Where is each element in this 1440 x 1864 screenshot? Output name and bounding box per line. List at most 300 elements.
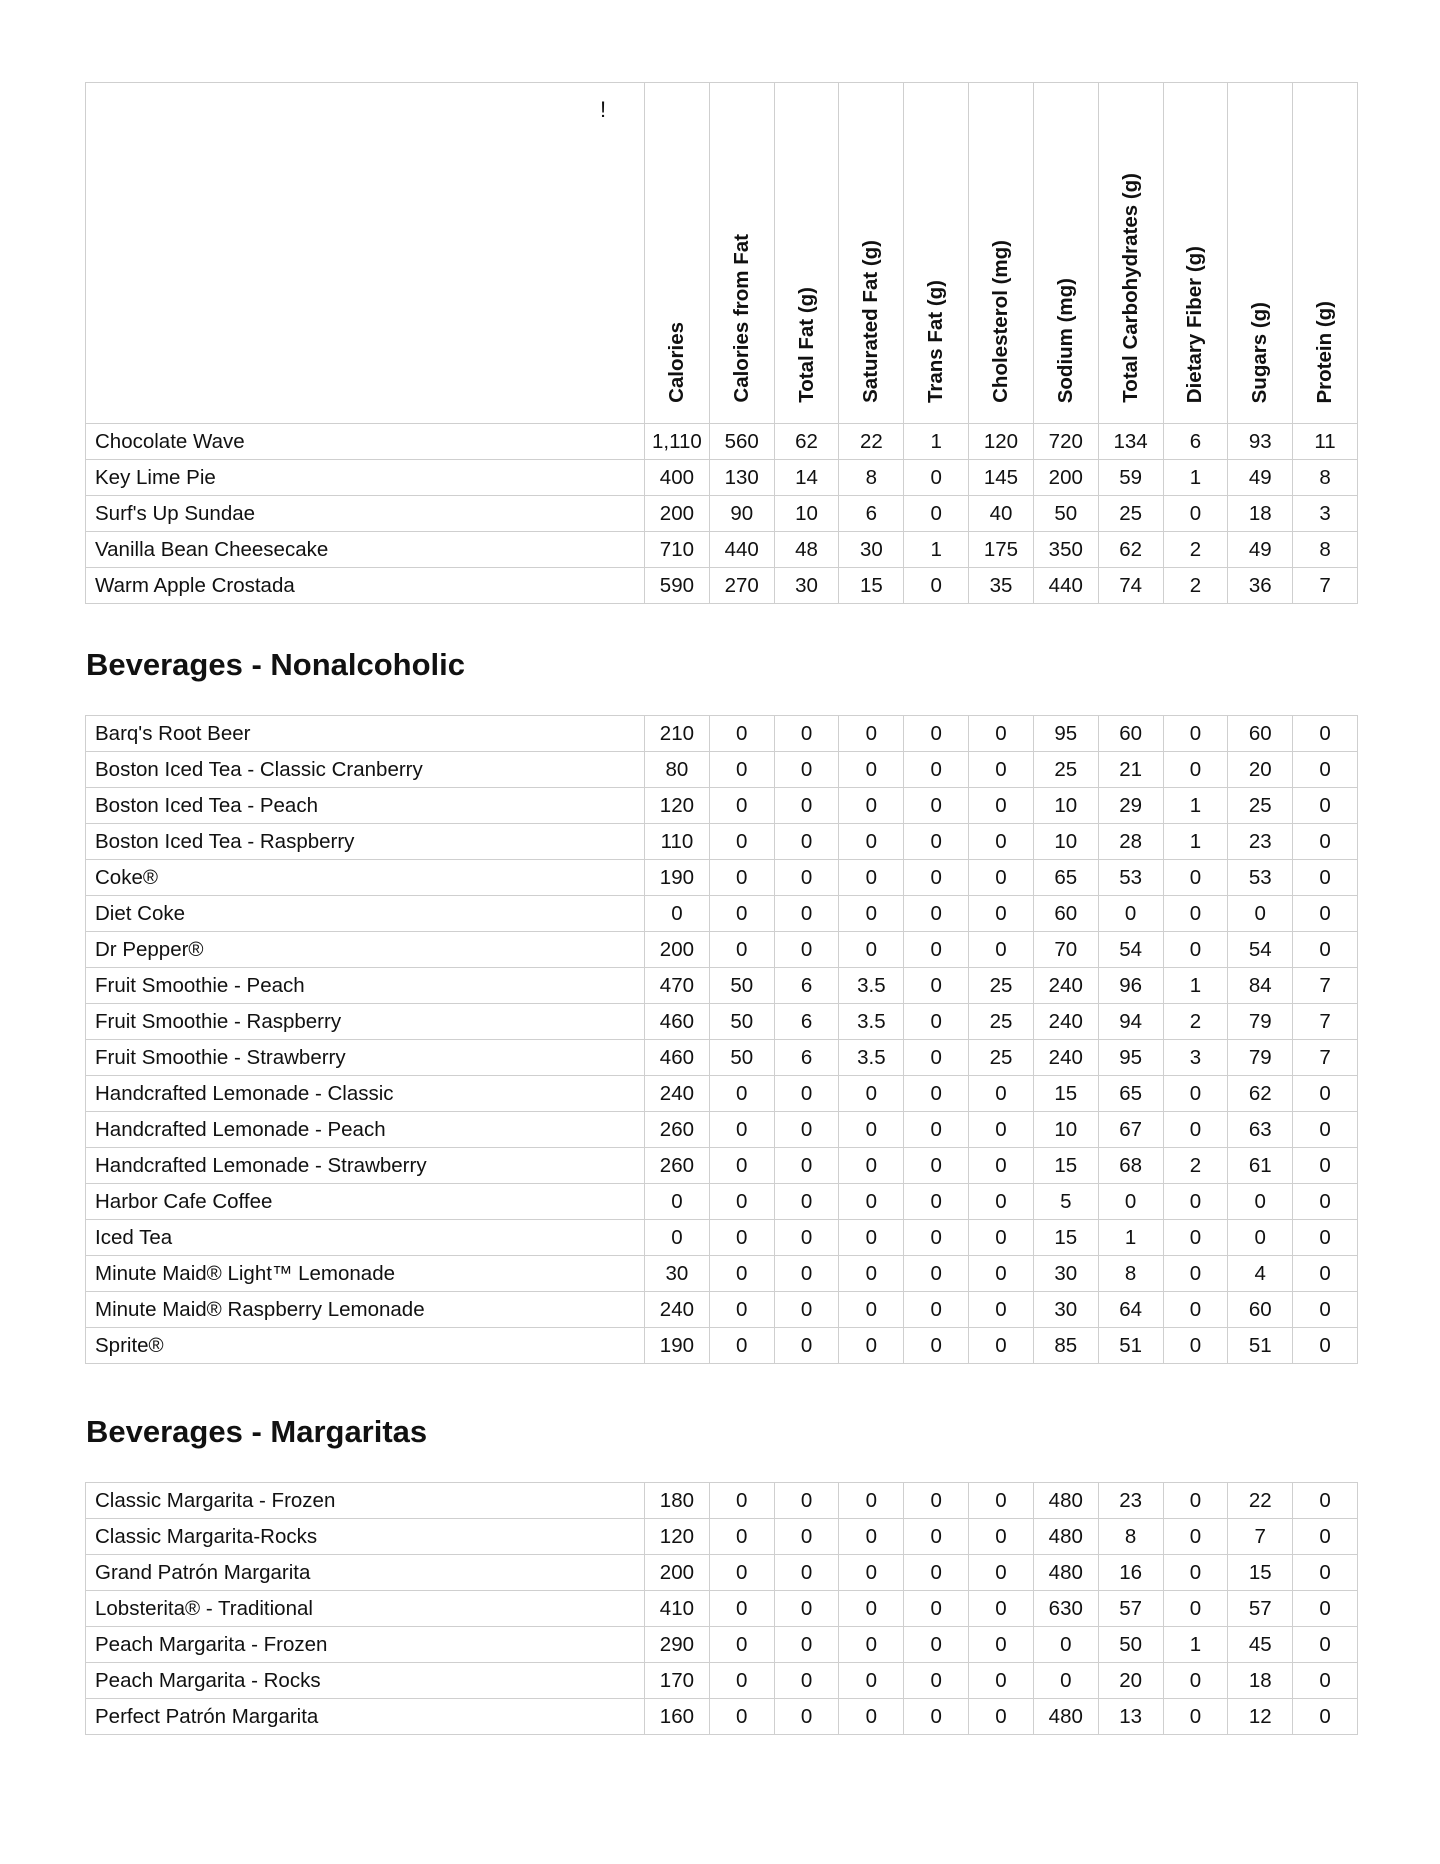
nutrient-value: 0 [774, 1555, 839, 1591]
nutrient-value: 49 [1228, 460, 1293, 496]
nutrient-value: 85 [1033, 1328, 1098, 1364]
table-row [86, 860, 1358, 896]
nutrient-value: 0 [839, 896, 904, 932]
col-sodium: Sodium (mg) [1033, 83, 1098, 424]
nutrient-value: 170 [645, 1663, 710, 1699]
nutrient-value: 65 [1033, 860, 1098, 896]
nutrient-value: 0 [969, 1184, 1034, 1220]
nutrient-value: 0 [774, 1519, 839, 1555]
nutrient-value: 12 [1228, 1699, 1293, 1735]
nutrient-value: 30 [1033, 1256, 1098, 1292]
nutrient-value: 0 [904, 1148, 969, 1184]
nutrient-value: 0 [839, 1328, 904, 1364]
table-body [86, 1483, 1358, 1735]
item-name: Coke® [86, 860, 645, 896]
nutrient-value: 8 [1098, 1519, 1163, 1555]
nutrient-value: 0 [774, 932, 839, 968]
nutrient-value: 1 [904, 532, 969, 568]
nutrient-value: 6 [774, 1004, 839, 1040]
nutrient-value: 0 [839, 1555, 904, 1591]
nutrient-value: 0 [1163, 860, 1228, 896]
nutrient-value: 1 [1163, 1627, 1228, 1663]
nutrient-value: 0 [774, 1627, 839, 1663]
nutrient-value: 0 [839, 1483, 904, 1519]
nutrient-value: 0 [709, 932, 774, 968]
nutrient-value: 210 [645, 716, 710, 752]
item-name: Vanilla Bean Cheesecake [86, 532, 645, 568]
nutrient-value: 0 [839, 716, 904, 752]
table-row [86, 1555, 1358, 1591]
nutrient-value: 0 [645, 1220, 710, 1256]
nutrient-value: 0 [709, 1148, 774, 1184]
nutrient-value: 0 [1163, 752, 1228, 788]
item-name: Key Lime Pie [86, 460, 645, 496]
table-row [86, 716, 1358, 752]
nutrient-value: 0 [1163, 896, 1228, 932]
table-row [86, 1220, 1358, 1256]
nutrient-value: 120 [645, 1519, 710, 1555]
item-name: Lobsterita® - Traditional [86, 1591, 645, 1627]
nutrient-value: 0 [1163, 1483, 1228, 1519]
nutrient-value: 0 [1293, 860, 1358, 896]
nutrient-value: 25 [969, 968, 1034, 1004]
nutrient-value: 94 [1098, 1004, 1163, 1040]
nutrient-value: 0 [1293, 1076, 1358, 1112]
nutrient-value: 110 [645, 824, 710, 860]
nutrient-value: 51 [1228, 1328, 1293, 1364]
nutrition-table-nonalcoholic [85, 715, 1358, 1364]
nutrient-value: 3.5 [839, 1004, 904, 1040]
nutrient-value: 7 [1228, 1519, 1293, 1555]
nutrient-value: 0 [1163, 1220, 1228, 1256]
nutrient-value: 0 [969, 1220, 1034, 1256]
header-mark: ! [600, 97, 607, 122]
nutrient-value: 0 [839, 1663, 904, 1699]
nutrient-value: 0 [709, 896, 774, 932]
nutrient-value: 63 [1228, 1112, 1293, 1148]
item-name: Fruit Smoothie - Strawberry [86, 1040, 645, 1076]
nutrient-value: 62 [1098, 532, 1163, 568]
nutrient-value: 20 [1098, 1663, 1163, 1699]
item-name: Chocolate Wave [86, 424, 645, 460]
nutrient-value: 0 [969, 1256, 1034, 1292]
nutrient-value: 51 [1098, 1328, 1163, 1364]
nutrient-value: 0 [709, 824, 774, 860]
nutrient-value: 350 [1033, 532, 1098, 568]
nutrient-value: 1 [904, 424, 969, 460]
nutrient-value: 15 [1033, 1148, 1098, 1184]
col-saturated-fat: Saturated Fat (g) [839, 83, 904, 424]
nutrient-value: 18 [1228, 1663, 1293, 1699]
table-row [86, 568, 1358, 604]
nutrient-value: 62 [1228, 1076, 1293, 1112]
nutrient-value: 0 [969, 1699, 1034, 1735]
nutrient-value: 0 [1293, 1483, 1358, 1519]
nutrient-value: 460 [645, 1040, 710, 1076]
nutrient-value: 720 [1033, 424, 1098, 460]
table-body [86, 424, 1358, 604]
nutrient-value: 0 [774, 1699, 839, 1735]
nutrient-value: 0 [774, 1112, 839, 1148]
nutrient-value: 15 [1228, 1555, 1293, 1591]
nutrient-value: 0 [709, 1292, 774, 1328]
item-name: Perfect Patrón Margarita [86, 1699, 645, 1735]
nutrient-value: 1 [1163, 968, 1228, 1004]
nutrient-value: 1 [1163, 824, 1228, 860]
item-name: Harbor Cafe Coffee [86, 1184, 645, 1220]
nutrient-value: 0 [904, 716, 969, 752]
nutrient-value: 0 [1293, 824, 1358, 860]
nutrient-value: 0 [774, 1256, 839, 1292]
nutrient-value: 60 [1098, 716, 1163, 752]
nutrient-value: 15 [1033, 1076, 1098, 1112]
nutrient-value: 0 [709, 1555, 774, 1591]
nutrient-value: 0 [904, 1040, 969, 1076]
item-name: Boston Iced Tea - Classic Cranberry [86, 752, 645, 788]
nutrient-value: 0 [1163, 1184, 1228, 1220]
nutrient-value: 74 [1098, 568, 1163, 604]
nutrient-value: 8 [1293, 532, 1358, 568]
nutrient-value: 23 [1098, 1483, 1163, 1519]
nutrient-value: 0 [1098, 896, 1163, 932]
nutrient-value: 0 [839, 1627, 904, 1663]
nutrient-value: 60 [1228, 1292, 1293, 1328]
nutrient-value: 0 [774, 716, 839, 752]
nutrient-value: 0 [904, 1292, 969, 1328]
nutrient-value: 0 [969, 1076, 1034, 1112]
nutrient-value: 0 [839, 1112, 904, 1148]
nutrient-value: 710 [645, 532, 710, 568]
nonalcoholic-block [85, 715, 1358, 1364]
nutrient-value: 0 [904, 896, 969, 932]
nutrient-value: 60 [1033, 896, 1098, 932]
table-row [86, 968, 1358, 1004]
nutrient-value: 0 [1293, 1292, 1358, 1328]
nutrient-value: 190 [645, 1328, 710, 1364]
nutrient-value: 0 [904, 968, 969, 1004]
nutrient-value: 1 [1163, 460, 1228, 496]
nutrient-value: 0 [904, 788, 969, 824]
nutrient-value: 93 [1228, 424, 1293, 460]
nutrient-value: 2 [1163, 532, 1228, 568]
nutrient-value: 4 [1228, 1256, 1293, 1292]
nutrient-value: 0 [709, 1699, 774, 1735]
nutrient-value: 0 [839, 1148, 904, 1184]
nutrient-value: 0 [1293, 1555, 1358, 1591]
nutrient-value: 440 [709, 532, 774, 568]
nutrient-value: 0 [1293, 1148, 1358, 1184]
nutrient-value: 0 [904, 1483, 969, 1519]
nutrient-value: 460 [645, 1004, 710, 1040]
nutrient-value: 50 [709, 1004, 774, 1040]
item-name: Sprite® [86, 1328, 645, 1364]
nutrient-value: 23 [1228, 824, 1293, 860]
nutrient-value: 8 [1293, 460, 1358, 496]
nutrient-value: 0 [839, 1292, 904, 1328]
nutrient-value: 18 [1228, 496, 1293, 532]
nutrient-value: 0 [1163, 932, 1228, 968]
nutrient-value: 7 [1293, 968, 1358, 1004]
nutrient-value: 0 [839, 860, 904, 896]
nutrient-value: 3.5 [839, 968, 904, 1004]
nutrient-value: 36 [1228, 568, 1293, 604]
table-row [86, 1591, 1358, 1627]
nutrient-value: 470 [645, 968, 710, 1004]
col-dietary-fiber: Dietary Fiber (g) [1163, 83, 1228, 424]
nutrient-value: 0 [1163, 1328, 1228, 1364]
nutrient-value: 480 [1033, 1699, 1098, 1735]
nutrient-value: 0 [904, 1256, 969, 1292]
nutrient-value: 0 [709, 1256, 774, 1292]
table-row [86, 788, 1358, 824]
nutrient-value: 0 [969, 1555, 1034, 1591]
nutrient-value: 22 [1228, 1483, 1293, 1519]
col-cholesterol: Cholesterol (mg) [969, 83, 1034, 424]
nutrient-value: 25 [969, 1040, 1034, 1076]
nutrient-value: 0 [969, 752, 1034, 788]
nutrient-value: 53 [1228, 860, 1293, 896]
nutrient-value: 240 [645, 1292, 710, 1328]
table-row [86, 932, 1358, 968]
item-name: Peach Margarita - Rocks [86, 1663, 645, 1699]
nutrient-value: 0 [709, 1663, 774, 1699]
nutrient-value: 84 [1228, 968, 1293, 1004]
nutrient-value: 0 [904, 932, 969, 968]
col-protein: Protein (g) [1293, 83, 1358, 424]
nutrient-value: 0 [1293, 1184, 1358, 1220]
nutrient-value: 240 [1033, 968, 1098, 1004]
nutrient-value: 64 [1098, 1292, 1163, 1328]
table-row [86, 1256, 1358, 1292]
item-name: Surf's Up Sundae [86, 496, 645, 532]
nutrient-value: 175 [969, 532, 1034, 568]
nutrient-value: 0 [1293, 752, 1358, 788]
nutrient-value: 200 [645, 1555, 710, 1591]
item-name: Classic Margarita-Rocks [86, 1519, 645, 1555]
item-name: Handcrafted Lemonade - Strawberry [86, 1148, 645, 1184]
nutrient-value: 0 [904, 1663, 969, 1699]
nutrient-value: 0 [1293, 716, 1358, 752]
nutrient-value: 53 [1098, 860, 1163, 896]
nutrient-value: 68 [1098, 1148, 1163, 1184]
nutrient-value: 0 [1293, 932, 1358, 968]
nutrient-value: 30 [1033, 1292, 1098, 1328]
nutrient-value: 630 [1033, 1591, 1098, 1627]
nutrient-value: 21 [1098, 752, 1163, 788]
nutrient-value: 10 [774, 496, 839, 532]
nutrient-value: 0 [969, 1591, 1034, 1627]
nutrient-value: 200 [645, 932, 710, 968]
nutrient-value: 0 [839, 1591, 904, 1627]
nutrient-value: 0 [904, 460, 969, 496]
item-name: Fruit Smoothie - Raspberry [86, 1004, 645, 1040]
nutrient-value: 120 [645, 788, 710, 824]
nutrient-value: 0 [969, 932, 1034, 968]
nutrient-value: 1 [1163, 788, 1228, 824]
table-row [86, 1004, 1358, 1040]
nutrient-value: 13 [1098, 1699, 1163, 1735]
item-name: Minute Maid® Raspberry Lemonade [86, 1292, 645, 1328]
nutrient-value: 240 [645, 1076, 710, 1112]
item-name: Handcrafted Lemonade - Peach [86, 1112, 645, 1148]
nutrient-value: 260 [645, 1112, 710, 1148]
nutrient-value: 0 [774, 1663, 839, 1699]
nutrient-value: 1 [1098, 1220, 1163, 1256]
nutrient-value: 0 [774, 860, 839, 896]
nutrient-value: 7 [1293, 1004, 1358, 1040]
nutrient-value: 95 [1033, 716, 1098, 752]
nutrient-value: 400 [645, 460, 710, 496]
table-row [86, 1184, 1358, 1220]
nutrient-value: 0 [1293, 788, 1358, 824]
nutrient-value: 50 [1098, 1627, 1163, 1663]
nutrient-value: 30 [645, 1256, 710, 1292]
nutrient-value: 0 [774, 1591, 839, 1627]
nutrient-value: 0 [1293, 1328, 1358, 1364]
table-row [86, 1076, 1358, 1112]
nutrient-value: 3 [1293, 496, 1358, 532]
nutrient-value: 0 [1163, 1699, 1228, 1735]
nutrient-value: 10 [1033, 788, 1098, 824]
table-row [86, 1663, 1358, 1699]
nutrient-value: 480 [1033, 1555, 1098, 1591]
nutrient-value: 0 [839, 1076, 904, 1112]
nutrient-value: 54 [1228, 932, 1293, 968]
nutrient-value: 50 [1033, 496, 1098, 532]
nutrient-value: 30 [774, 568, 839, 604]
nutrient-value: 270 [709, 568, 774, 604]
nutrient-value: 0 [969, 716, 1034, 752]
nutrient-value: 200 [645, 496, 710, 532]
margaritas-block [85, 1482, 1358, 1735]
col-calories: Calories [645, 83, 710, 424]
nutrient-value: 62 [774, 424, 839, 460]
nutrient-value: 96 [1098, 968, 1163, 1004]
nutrient-value: 0 [774, 1184, 839, 1220]
nutrient-value: 0 [774, 1292, 839, 1328]
nutrient-value: 2 [1163, 568, 1228, 604]
nutrient-value: 0 [709, 1591, 774, 1627]
item-name: Diet Coke [86, 896, 645, 932]
table-row [86, 1040, 1358, 1076]
nutrient-value: 0 [969, 1483, 1034, 1519]
nutrient-value: 0 [969, 896, 1034, 932]
nutrient-value: 0 [1163, 1292, 1228, 1328]
nutrient-value: 0 [969, 1627, 1034, 1663]
nutrient-value: 48 [774, 532, 839, 568]
table-row [86, 1148, 1358, 1184]
nutrient-value: 59 [1098, 460, 1163, 496]
nutrient-value: 0 [1228, 896, 1293, 932]
nutrient-value: 0 [709, 788, 774, 824]
nutrient-value: 0 [1163, 1555, 1228, 1591]
table-body [86, 716, 1358, 1364]
nutrient-value: 0 [839, 824, 904, 860]
nutrient-value: 0 [1293, 1112, 1358, 1148]
nutrient-value: 0 [774, 1328, 839, 1364]
nutrient-value: 0 [1033, 1663, 1098, 1699]
nutrient-value: 0 [904, 1220, 969, 1256]
nutrient-value: 10 [1033, 1112, 1098, 1148]
nutrient-value: 0 [839, 932, 904, 968]
nutrient-value: 3.5 [839, 1040, 904, 1076]
nutrient-value: 50 [709, 1040, 774, 1076]
item-name: Iced Tea [86, 1220, 645, 1256]
nutrient-value: 29 [1098, 788, 1163, 824]
nutrient-value: 30 [839, 532, 904, 568]
nutrient-value: 0 [709, 716, 774, 752]
table-row [86, 1328, 1358, 1364]
table-row [86, 424, 1358, 460]
table-row [86, 1292, 1358, 1328]
nutrient-value: 80 [645, 752, 710, 788]
nutrient-value: 0 [709, 1076, 774, 1112]
nutrient-value: 6 [774, 1040, 839, 1076]
nutrient-value: 40 [969, 496, 1034, 532]
col-calories-from-fat: Calories from Fat [709, 83, 774, 424]
nutrient-value: 0 [904, 1112, 969, 1148]
nutrient-value: 0 [1293, 1220, 1358, 1256]
nutrient-value: 0 [969, 1112, 1034, 1148]
nutrient-value: 25 [1033, 752, 1098, 788]
nutrient-value: 0 [904, 1184, 969, 1220]
nutrient-value: 480 [1033, 1519, 1098, 1555]
nutrient-value: 3 [1163, 1040, 1228, 1076]
table-row [86, 1519, 1358, 1555]
nutrient-value: 0 [1163, 1112, 1228, 1148]
nutrient-value: 0 [839, 1184, 904, 1220]
nutrient-value: 20 [1228, 752, 1293, 788]
nutrient-value: 2 [1163, 1004, 1228, 1040]
nutrient-value: 0 [1293, 1627, 1358, 1663]
nutrient-value: 0 [969, 824, 1034, 860]
nutrient-value: 6 [839, 496, 904, 532]
nutrient-value: 25 [1098, 496, 1163, 532]
nutrient-value: 0 [709, 1627, 774, 1663]
nutrient-value: 0 [904, 1076, 969, 1112]
nutrient-value: 240 [1033, 1004, 1098, 1040]
nutrient-value: 260 [645, 1148, 710, 1184]
nutrient-value: 0 [1293, 1699, 1358, 1735]
nutrient-value: 35 [969, 568, 1034, 604]
item-name: Peach Margarita - Frozen [86, 1627, 645, 1663]
nutrient-value: 0 [904, 568, 969, 604]
nutrient-value: 6 [1163, 424, 1228, 460]
nutrient-value: 15 [1033, 1220, 1098, 1256]
nutrient-value: 0 [839, 1220, 904, 1256]
item-name: Dr Pepper® [86, 932, 645, 968]
col-sugars: Sugars (g) [1228, 83, 1293, 424]
nutrient-value: 65 [1098, 1076, 1163, 1112]
nutrient-value: 0 [1163, 1519, 1228, 1555]
nutrient-value: 240 [1033, 1040, 1098, 1076]
nutrient-value: 16 [1098, 1555, 1163, 1591]
nutrient-value: 0 [774, 1220, 839, 1256]
nutrient-value: 7 [1293, 1040, 1358, 1076]
nutrition-table-margaritas [85, 1482, 1358, 1735]
nutrient-value: 0 [904, 824, 969, 860]
nutrient-value: 0 [774, 752, 839, 788]
nutrient-value: 70 [1033, 932, 1098, 968]
nutrient-value: 79 [1228, 1040, 1293, 1076]
nutrient-value: 0 [904, 1555, 969, 1591]
section-title-nonalcoholic: Beverages - Nonalcoholic [86, 647, 466, 682]
nutrient-value: 11 [1293, 424, 1358, 460]
nutrition-table-desserts [85, 82, 1358, 604]
nutrient-value: 0 [1163, 1256, 1228, 1292]
nutrient-value: 0 [969, 1519, 1034, 1555]
nutrient-value: 0 [1098, 1184, 1163, 1220]
